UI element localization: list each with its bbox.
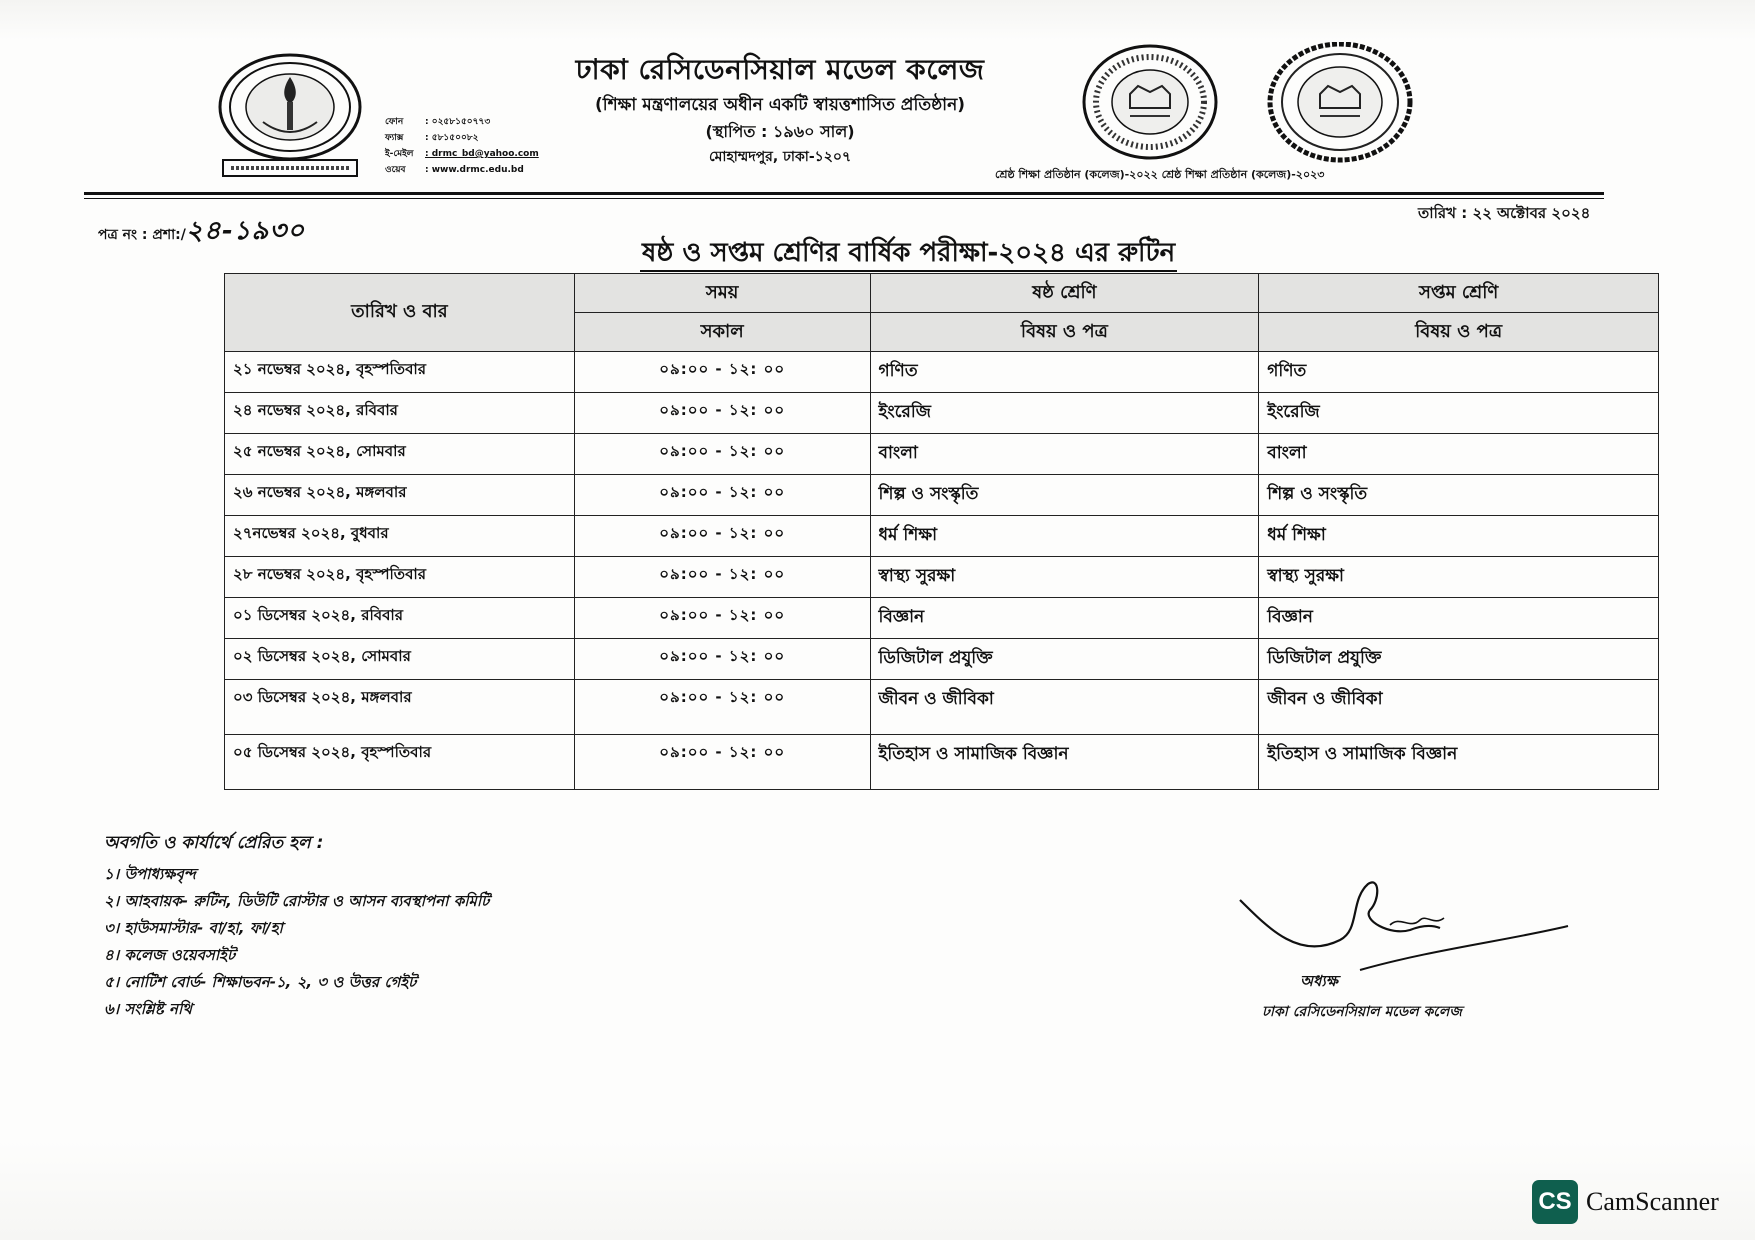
cell-class-six-subject: স্বাস্থ্য সুরক্ষা <box>870 557 1259 598</box>
header-time: সময় <box>574 274 870 313</box>
header-class-seven: সপ্তম শ্রেণি <box>1259 274 1659 313</box>
header-class-six: ষষ্ঠ শ্রেণি <box>870 274 1259 313</box>
table-row <box>225 639 1659 680</box>
memo-label: পত্র নং : প্রশা:/ <box>98 227 186 243</box>
cell-class-seven-subject: ইংরেজি <box>1259 393 1659 434</box>
contact-key: ফোন <box>385 117 404 127</box>
cell-class-six-subject: জীবন ও জীবিকা <box>870 680 1259 735</box>
cell-class-seven-subject: গণিত <box>1259 352 1659 393</box>
contact-value: : ৫৮১৫০০৮২ <box>425 133 479 143</box>
award-seal-2023-icon <box>1266 42 1414 168</box>
list-item: ৬। সংশ্লিষ্ট নথি <box>104 1000 192 1018</box>
cell-class-six-subject: ইতিহাস ও সামাজিক বিজ্ঞান <box>870 735 1259 790</box>
exam-routine-table <box>224 273 1659 790</box>
cell-class-six-subject: শিল্প ও সংস্কৃতি <box>870 475 1259 516</box>
table-row <box>225 393 1659 434</box>
cell-time: ০৯:০০ - ১২: ০০ <box>574 434 870 475</box>
email-link[interactable]: : drmc_bd@yahoo.com <box>425 149 539 159</box>
table-row <box>225 434 1659 475</box>
college-name: ঢাকা রেসিডেনসিয়াল মডেল কলেজ <box>575 53 985 86</box>
cell-class-six-subject: ইংরেজি <box>870 393 1259 434</box>
cell-date: ২১ নভেম্বর ২০২৪, বৃহস্পতিবার <box>225 352 575 393</box>
website-link[interactable]: : www.drmc.edu.bd <box>425 165 524 175</box>
camscanner-watermark <box>1532 1180 1719 1224</box>
cell-time: ০৯:০০ - ১২: ০০ <box>574 598 870 639</box>
college-header <box>560 52 1000 166</box>
cell-class-seven-subject: শিল্প ও সংস্কৃতি <box>1259 475 1659 516</box>
cell-time: ০৯:০০ - ১২: ০০ <box>574 557 870 598</box>
memo-number <box>98 210 305 254</box>
header-class-six-subject: বিষয় ও পত্র <box>870 313 1259 352</box>
list-item: ৫। নোটিশ বোর্ড- শিক্ষাভবন-১, ২, ৩ ও উত্তর গেইট <box>104 973 417 991</box>
camscanner-name: CamScanner <box>1586 1187 1719 1216</box>
cell-date: ২৭নভেম্বর ২০২৪, বুধবার <box>225 516 575 557</box>
award-seal-2022-icon <box>1080 44 1220 164</box>
cell-class-six-subject: ডিজিটাল প্রযুক্তি <box>870 639 1259 680</box>
list-item: ১। উপাধ্যক্ষবৃন্দ <box>104 865 196 883</box>
contact-key: ফ্যাক্স <box>385 133 404 143</box>
signatory-college: ঢাকা রেসিডেনসিয়াল মডেল কলেজ <box>1262 1004 1462 1020</box>
cell-class-six-subject: গণিত <box>870 352 1259 393</box>
college-subtitle: (শিক্ষা মন্ত্রণালয়ের অধীন একটি স্বায়ত্তশাসিত প্রতিষ্ঠান) <box>594 95 966 115</box>
copy-distribution-list <box>104 830 489 1023</box>
signatory-title: অধ্যক্ষ <box>1300 972 1338 990</box>
cell-date: ০৫ ডিসেম্বর ২০২৪, বৃহস্পতিবার <box>225 735 575 790</box>
cell-time: ০৯:০০ - ১২: ০০ <box>574 352 870 393</box>
contact-key: ওয়েব <box>385 165 406 175</box>
cell-class-seven-subject: বাংলা <box>1259 434 1659 475</box>
issue-date: তারিখ : ২২ অক্টোবর ২০২৪ <box>1418 204 1591 222</box>
cell-class-seven-subject: জীবন ও জীবিকা <box>1259 680 1659 735</box>
table-row <box>225 352 1659 393</box>
memo-handwritten-number: ২৪-১৯৩০ <box>185 216 306 246</box>
header-divider-thin <box>84 198 1604 199</box>
awards-caption: শ্রেষ্ঠ শিক্ষা প্রতিষ্ঠান (কলেজ)-২০২২ শ্রেষ্ঠ শিক্ষা প্রতিষ্ঠান (কলেজ)-২০২৩ <box>995 168 1325 181</box>
cell-class-seven-subject: ইতিহাস ও সামাজিক বিজ্ঞান <box>1259 735 1659 790</box>
cell-date: ২৫ নভেম্বর ২০২৪, সোমবার <box>225 434 575 475</box>
cell-time: ০৯:০০ - ১২: ০০ <box>574 475 870 516</box>
cell-time: ০৯:০০ - ১২: ০০ <box>574 393 870 434</box>
list-item: ২। আহবায়ক- রুটিন, ডিউটি রোস্টার ও আসন ব্যবস্থাপনা কমিটি <box>104 892 490 910</box>
cell-date: ২৬ নভেম্বর ২০২৪, মঙ্গলবার <box>225 475 575 516</box>
cell-date: ২৮ নভেম্বর ২০২৪, বৃহস্পতিবার <box>225 557 575 598</box>
camscanner-logo-icon: CS <box>1532 1180 1578 1224</box>
cell-class-seven-subject: স্বাস্থ্য সুরক্ষা <box>1259 557 1659 598</box>
cell-date: ০৩ ডিসেম্বর ২০২৪, মঙ্গলবার <box>225 680 575 735</box>
contact-info <box>385 114 539 178</box>
contact-key: ই-মেইল <box>385 149 414 159</box>
page-title: ষষ্ঠ ও সপ্তম শ্রেণির বার্ষিক পরীক্ষা-২০২৪ এর রুটিন <box>640 236 1177 272</box>
table-row <box>225 735 1659 790</box>
cell-class-six-subject: ধর্ম শিক্ষা <box>870 516 1259 557</box>
table-header-row <box>225 274 1659 313</box>
cell-date: ০১ ডিসেম্বর ২০২৪, রবিবার <box>225 598 575 639</box>
header-divider <box>84 192 1604 195</box>
list-item: ৩। হাউসমাস্টার- বা/হা, ফা/হা <box>104 919 283 937</box>
college-seal-icon <box>215 52 365 182</box>
college-address: মোহাম্মদপুর, ঢাকা-১২০৭ <box>708 149 852 165</box>
cell-class-seven-subject: ডিজিটাল প্রযুক্তি <box>1259 639 1659 680</box>
cell-date: ০২ ডিসেম্বর ২০২৪, সোমবার <box>225 639 575 680</box>
cell-time: ০৯:০০ - ১২: ০০ <box>574 680 870 735</box>
cell-time: ০৯:০০ - ১২: ০০ <box>574 639 870 680</box>
table-row <box>225 475 1659 516</box>
copy-heading: অবগতি ও কার্যার্থে প্রেরিত হল : <box>104 833 324 853</box>
header-time-morning: সকাল <box>574 313 870 352</box>
cell-class-six-subject: বাংলা <box>870 434 1259 475</box>
cell-time: ০৯:০০ - ১২: ০০ <box>574 516 870 557</box>
principal-signature <box>1230 870 1570 990</box>
cell-class-seven-subject: ধর্ম শিক্ষা <box>1259 516 1659 557</box>
established-year: (স্থাপিত : ১৯৬০ সাল) <box>705 122 855 141</box>
table-row <box>225 680 1659 735</box>
cell-class-six-subject: বিজ্ঞান <box>870 598 1259 639</box>
cell-date: ২৪ নভেম্বর ২০২৪, রবিবার <box>225 393 575 434</box>
list-item: ৪। কলেজ ওয়েবসাইট <box>104 946 236 964</box>
header-date-day: তারিখ ও বার <box>225 274 575 352</box>
contact-value: : ০২৫৮১৫০৭৭৩ <box>425 117 491 127</box>
cell-time: ০৯:০০ - ১২: ০০ <box>574 735 870 790</box>
table-row <box>225 557 1659 598</box>
cell-class-seven-subject: বিজ্ঞান <box>1259 598 1659 639</box>
table-row <box>225 598 1659 639</box>
header-class-seven-subject: বিষয় ও পত্র <box>1259 313 1659 352</box>
table-row <box>225 516 1659 557</box>
